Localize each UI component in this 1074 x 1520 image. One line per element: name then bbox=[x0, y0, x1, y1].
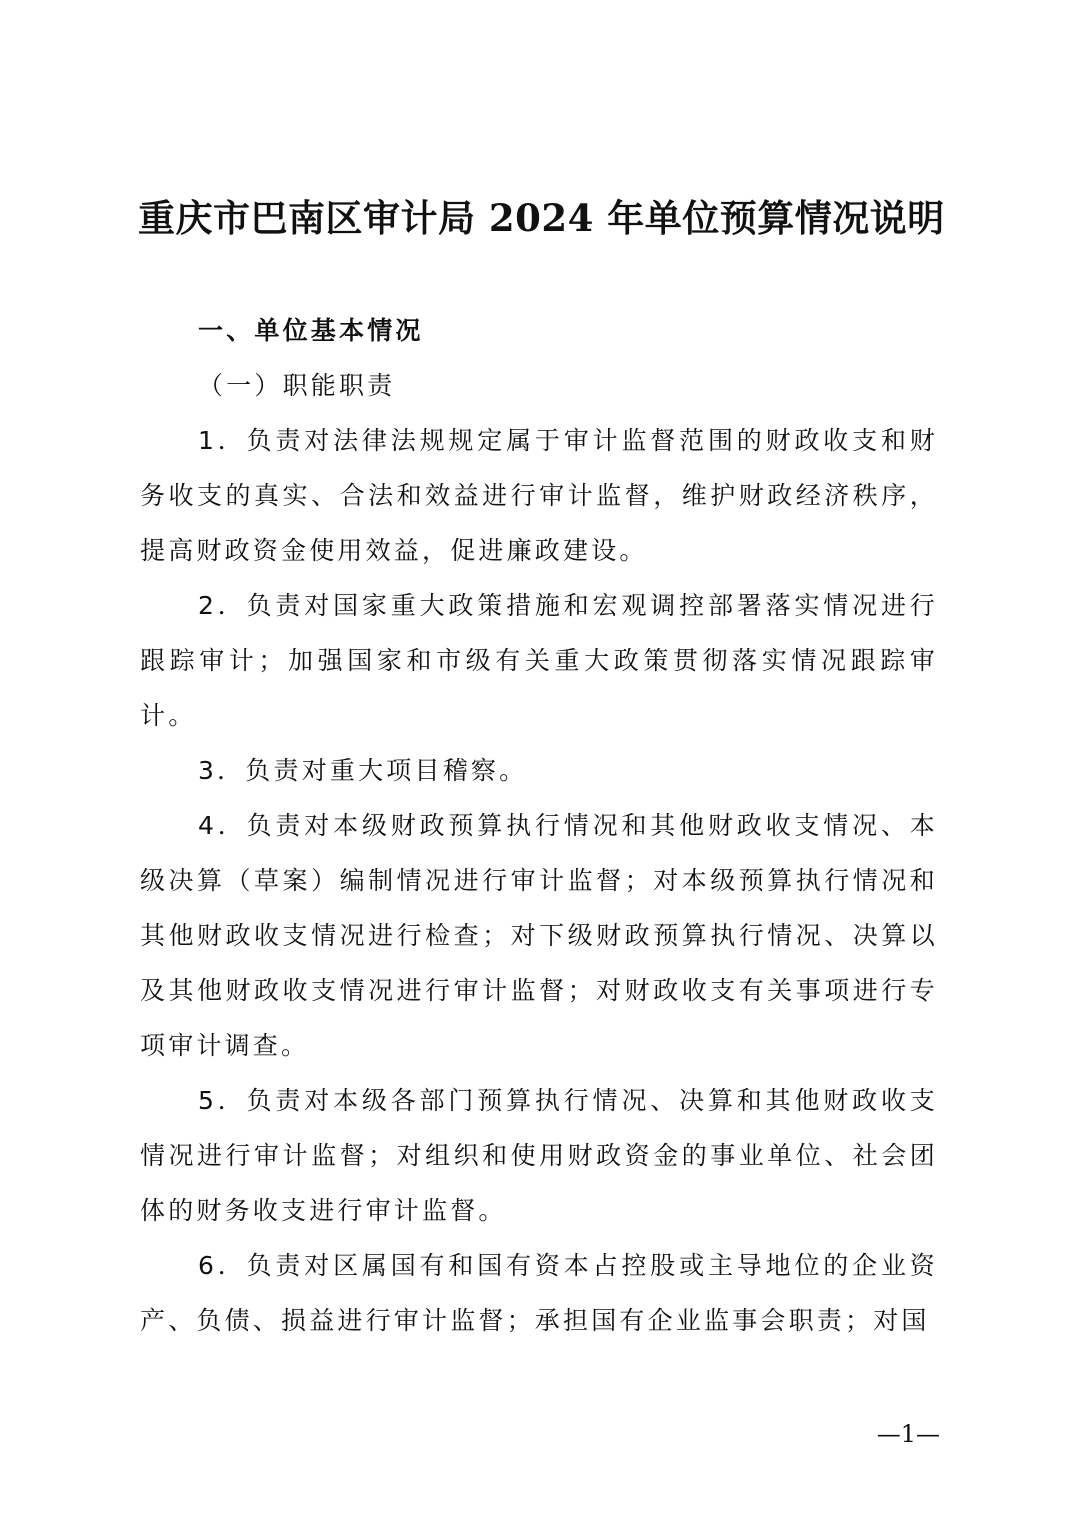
paragraph-4: 4．负责对本级财政预算执行情况和其他财政收支情况、本级决算（草案）编制情况进行审计监督；对本级预算执行情况和其他财政收支情况进行检查；对下级财政预算执行情况、决算以及其他财政收支情况进行审计监督；对财政收支有关事项进行专项审计调查。 bbox=[140, 811, 938, 1060]
paragraph-6: 6．负责对区属国有和国有资本占控股或主导地位的企业资产、负债、损益进行审计监督；承担国有企业监事会职责；对国 bbox=[140, 1251, 938, 1335]
page-number: —1— bbox=[876, 1420, 940, 1448]
paragraph-3: 3．负责对重大项目稽察。 bbox=[198, 756, 528, 785]
document-title: 重庆市巴南区审计局 2024 年单位预算情况说明 bbox=[138, 196, 945, 240]
document-body bbox=[140, 303, 938, 1348]
paragraph-1: 1．负责对法律法规规定属于审计监督范围的财政收支和财务收支的真实、合法和效益进行审计监督，维护财政经济秩序，提高财政资金使用效益，促进廉政建设。 bbox=[140, 426, 938, 565]
paragraph-2: 2．负责对国家重大政策措施和宏观调控部署落实情况进行跟踪审计；加强国家和市级有关重大政策贯彻落实情况跟踪审计。 bbox=[140, 591, 938, 730]
section-heading: 一、单位基本情况 bbox=[198, 316, 424, 345]
paragraph-5: 5．负责对本级各部门预算执行情况、决算和其他财政收支情况进行审计监督；对组织和使用财政资金的事业单位、社会团体的财务收支进行审计监督。 bbox=[140, 1086, 938, 1225]
subsection-heading: （一）职能职责 bbox=[198, 371, 396, 400]
